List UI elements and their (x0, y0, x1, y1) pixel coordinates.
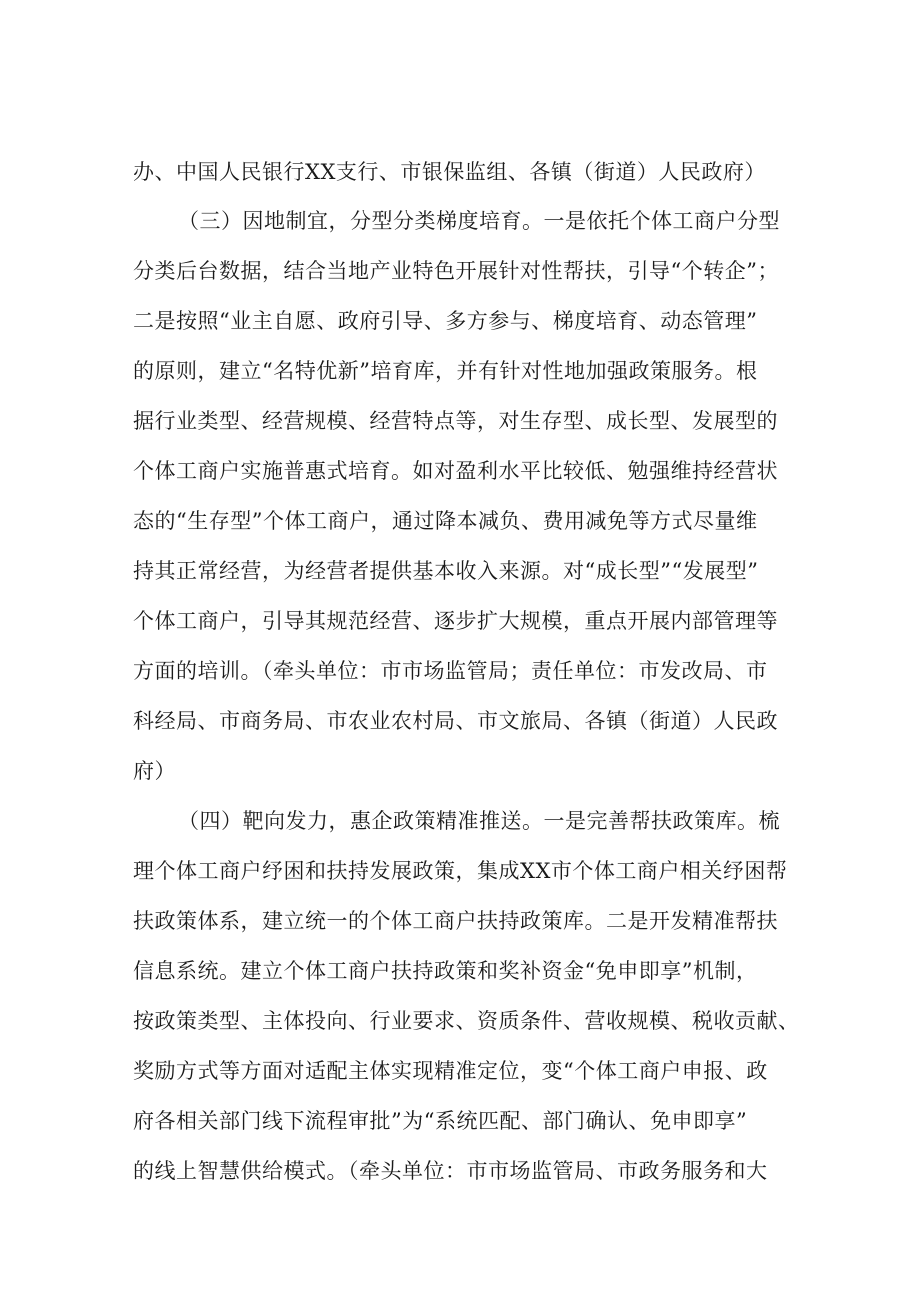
text-line: 的线上智慧供给模式。（牵头单位：市市场监管局、市政务服务和大 (133, 1159, 768, 1183)
text-line: 持其正常经营，为经营者提供基本收入来源。对“成长型”“发展型” (133, 559, 759, 583)
text-line: 的原则，建立“名特优新”培育库，并有针对性地加强政策服务。根 (133, 359, 758, 383)
text-line: 个体工商户实施普惠式培育。如对盈利水平比较低、勉强维持经营状 (133, 459, 778, 483)
text-line: 扶政策体系，建立统一的个体工商户扶持政策库。二是开发精准帮扶 (133, 909, 778, 933)
text-line: 按政策类型、主体投向、行业要求、资质条件、营收规模、税收贡献、 (133, 1009, 800, 1033)
section-heading-line: （四）靶向发力，惠企政策精准推送。一是完善帮扶政策库。梳 (178, 809, 780, 833)
text-line: 据行业类型、经营规模、经营特点等，对生存型、成长型、发展型的 (133, 409, 778, 433)
text-line: 方面的培训。（牵头单位：市市场监管局；责任单位：市发改局、市 (133, 659, 768, 683)
text-line: 理个体工商户纾困和扶持发展政策，集成XX市个体工商户相关纾困帮 (133, 859, 788, 883)
text-line: 府各相关部门线下流程审批”为“系统匹配、部门确认、免申即享” (133, 1109, 748, 1133)
text-line: 二是按照“业主自愿、政府引导、多方参与、梯度培育、动态管理” (133, 309, 758, 333)
text-line: 府） (133, 759, 176, 783)
text-line: 个体工商户，引导其规范经营、逐步扩大规模，重点开展内部管理等 (133, 609, 778, 633)
text-line: 态的“生存型”个体工商户，通过降本减负、费用减免等方式尽量维 (133, 509, 758, 533)
section-heading-line: （三）因地制宜，分型分类梯度培育。一是依托个体工商户分型 (178, 209, 780, 233)
text-line: 分类后台数据，结合当地产业特色开展针对性帮扶，引导“个转企”； (133, 259, 779, 283)
text-line: 办、中国人民银行XX支行、市银保监组、各镇（街道）人民政府） (133, 160, 766, 184)
text-line: 奖励方式等方面对适配主体实现精准定位，变“个体工商户申报、政 (133, 1059, 768, 1083)
text-line: 信息系统。建立个体工商户扶持政策和奖补资金“免申即享”机制， (133, 959, 758, 983)
text-line: 科经局、市商务局、市农业农村局、市文旅局、各镇（街道）人民政 (133, 709, 778, 733)
